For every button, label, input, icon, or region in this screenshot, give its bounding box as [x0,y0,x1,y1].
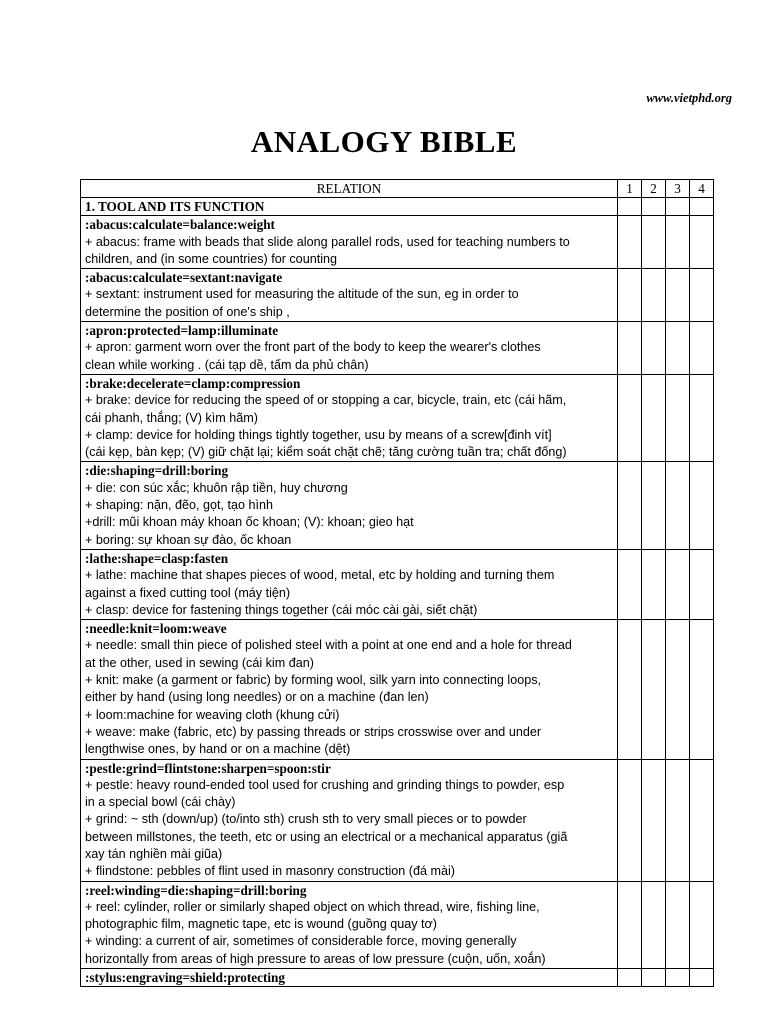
analogy-text: :abacus:calculate=balance:weight [85,217,275,233]
definition-line: + knit: make (a garment or fabric) by forming wool, silk yarn into connecting loops, [85,673,542,688]
definition-line: + clasp: device for fastening things together (cái móc cài gài, siết chặt) [85,602,478,617]
score-cell [642,462,666,549]
table-row [81,322,714,375]
definition-line: + die: con súc xắc; khuôn rập tiền, huy chương [85,480,348,495]
score-cell [690,374,714,461]
website-url: www.vietphd.org [646,91,732,105]
analogy-text: :abacus:calculate=sextant:navigate [85,270,283,286]
score-cell [666,759,690,881]
definition-line: + loom:machine for weaving cloth (khung cửi) [85,707,340,722]
table-body [81,198,714,987]
relation-cell [81,269,618,322]
score-cell [642,198,666,216]
score-cell [618,216,642,269]
score-cell [666,620,690,759]
score-cell [690,620,714,759]
column-header-3: 3 [666,180,690,198]
score-cell [690,759,714,881]
column-header-4: 4 [690,180,714,198]
definition-line: + boring: sự khoan sự đào, ốc khoan [85,532,292,547]
definition-line: between millstones, the teeth, etc or using an electrical or a mechanical apparatus (giã [85,829,568,844]
definition-line: +drill: mũi khoan máy khoan ốc khoan; (V): khoan; gieo hạt [85,515,414,530]
score-cell [690,198,714,216]
table-row [81,549,714,619]
score-cell [666,881,690,968]
relation-cell [81,549,618,619]
relation-cell [81,969,618,987]
score-cell [666,462,690,549]
score-cell [642,216,666,269]
score-cell [642,881,666,968]
score-cell [690,881,714,968]
score-cell [666,374,690,461]
score-cell [666,198,690,216]
definition-line: + abacus: frame with beads that slide along parallel rods, used for teaching numbers to [85,234,570,249]
score-cell [618,462,642,549]
relation-cell [81,881,618,968]
analogy-text: :needle:knit=loom:weave [85,621,227,637]
definition-line: + flindstone: pebbles of flint used in masonry construction (đá mài) [85,864,455,879]
table-row [81,216,714,269]
score-cell [690,549,714,619]
analogy-text: :apron:protected=lamp:illuminate [85,323,279,339]
score-cell [666,969,690,987]
relation-cell [81,759,618,881]
score-cell [618,549,642,619]
table-row [81,462,714,549]
table-row [81,269,714,322]
definition-line: in a special bowl (cái chày) [85,795,236,810]
analogy-text: :pestle:grind=flintstone:sharpen=spoon:stir [85,760,331,776]
score-cell [618,881,642,968]
definition-line: horizontally from areas of high pressure to areas of low pressure (cuộn, uốn, xoắn) [85,951,546,966]
score-cell [666,322,690,375]
score-cell [618,269,642,322]
table-row [81,620,714,759]
definition-line: + pestle: heavy round-ended tool used for crushing and grinding things to powder, esp [85,777,565,792]
score-cell [618,374,642,461]
definition-line: + reel: cylinder, roller or similarly shaped object on which thread, wire, fishing line, [85,899,540,914]
definition-line: + apron: garment worn over the front part of the body to keep the wearer's clothes [85,340,541,355]
definition-line: cái phanh, thắng; (V) kìm hãm) [85,410,258,425]
score-cell [618,759,642,881]
score-cell [642,620,666,759]
score-cell [642,322,666,375]
definition-line: xay tán nghiền mài giũa) [85,846,223,861]
definition-line: either by hand (using long needles) or on a machine (đan len) [85,690,429,705]
table-row [81,374,714,461]
score-cell [690,269,714,322]
relation-cell [81,620,618,759]
score-cell [690,969,714,987]
score-cell [642,969,666,987]
definition-line: determine the position of one's ship , [85,304,290,319]
definition-line: + shaping: nặn, đẽo, gọt, tạo hình [85,498,274,513]
section-row [81,198,714,216]
score-cell [690,322,714,375]
score-cell [618,969,642,987]
definition-line: + winding: a current of air, sometimes of considerable force, moving generally [85,934,517,949]
definition-line: + sextant: instrument used for measuring the altitude of the sun, eg in order to [85,287,519,302]
relation-cell [81,322,618,375]
score-cell [618,322,642,375]
analogy-text: :lathe:shape=clasp:fasten [85,550,229,566]
column-header-2: 2 [642,180,666,198]
column-header-1: 1 [618,180,642,198]
definition-line: (cái kẹp, bàn kẹp; (V) giữ chặt lại; kiểm soát chặt chẽ; tăng cường tuần tra; chất đống) [85,445,567,460]
score-cell [666,216,690,269]
definition-line: clean while working . (cái tạp dề, tấm da phủ chân) [85,357,369,372]
score-cell [642,549,666,619]
definition-line: + weave: make (fabric, etc) by passing threads or strips crosswise over and under [85,724,542,739]
page-title: ANALOGY BIBLE [250,124,518,159]
definition-line: + grind: ~ sth (down/up) (to/into sth) crush sth to very small pieces or to powder [85,812,527,827]
score-cell [642,269,666,322]
table-row [81,881,714,968]
definition-line: + clamp: device for holding things tightly together, usu by means of a screw[đinh vít] [85,427,552,442]
definition-line: lengthwise ones, by hand or on a machine (dệt) [85,742,351,757]
score-cell [666,269,690,322]
definition-line: + lathe: machine that shapes pieces of wood, metal, etc by holding and turning them [85,568,555,583]
table-header-row [81,180,714,198]
definition-line: against a fixed cutting tool (máy tiện) [85,585,291,600]
score-cell [618,620,642,759]
definition-line: photographic film, magnetic tape, etc is wound (guồng quay tơ) [85,917,437,932]
definition-line: children, and (in some countries) for counting [85,251,338,266]
section-title: 1. TOOL AND ITS FUNCTION [81,198,618,216]
analogy-text: :die:shaping=drill:boring [85,463,229,479]
relation-cell [81,374,618,461]
analogy-text: :reel:winding=die:shaping=drill:boring [85,882,307,898]
table-row [81,969,714,987]
score-cell [690,462,714,549]
score-cell [690,216,714,269]
score-cell [666,549,690,619]
score-cell [642,374,666,461]
analogy-text: :brake:decelerate=clamp:compression [85,375,301,391]
definition-line: at the other, used in sewing (cái kim đan) [85,655,314,670]
analogy-table [80,179,714,987]
definition-line: + needle: small thin piece of polished steel with a point at one end and a hole for thread [85,638,572,653]
definition-line: + brake: device for reducing the speed of or stopping a car, bicycle, train, etc (cái hãm, [85,393,567,408]
column-header-relation: RELATION [81,180,618,198]
relation-cell [81,462,618,549]
analogy-text: :stylus:engraving=shield:protecting [85,970,285,986]
score-cell [618,198,642,216]
table-row [81,759,714,881]
relation-cell [81,216,618,269]
score-cell [642,759,666,881]
